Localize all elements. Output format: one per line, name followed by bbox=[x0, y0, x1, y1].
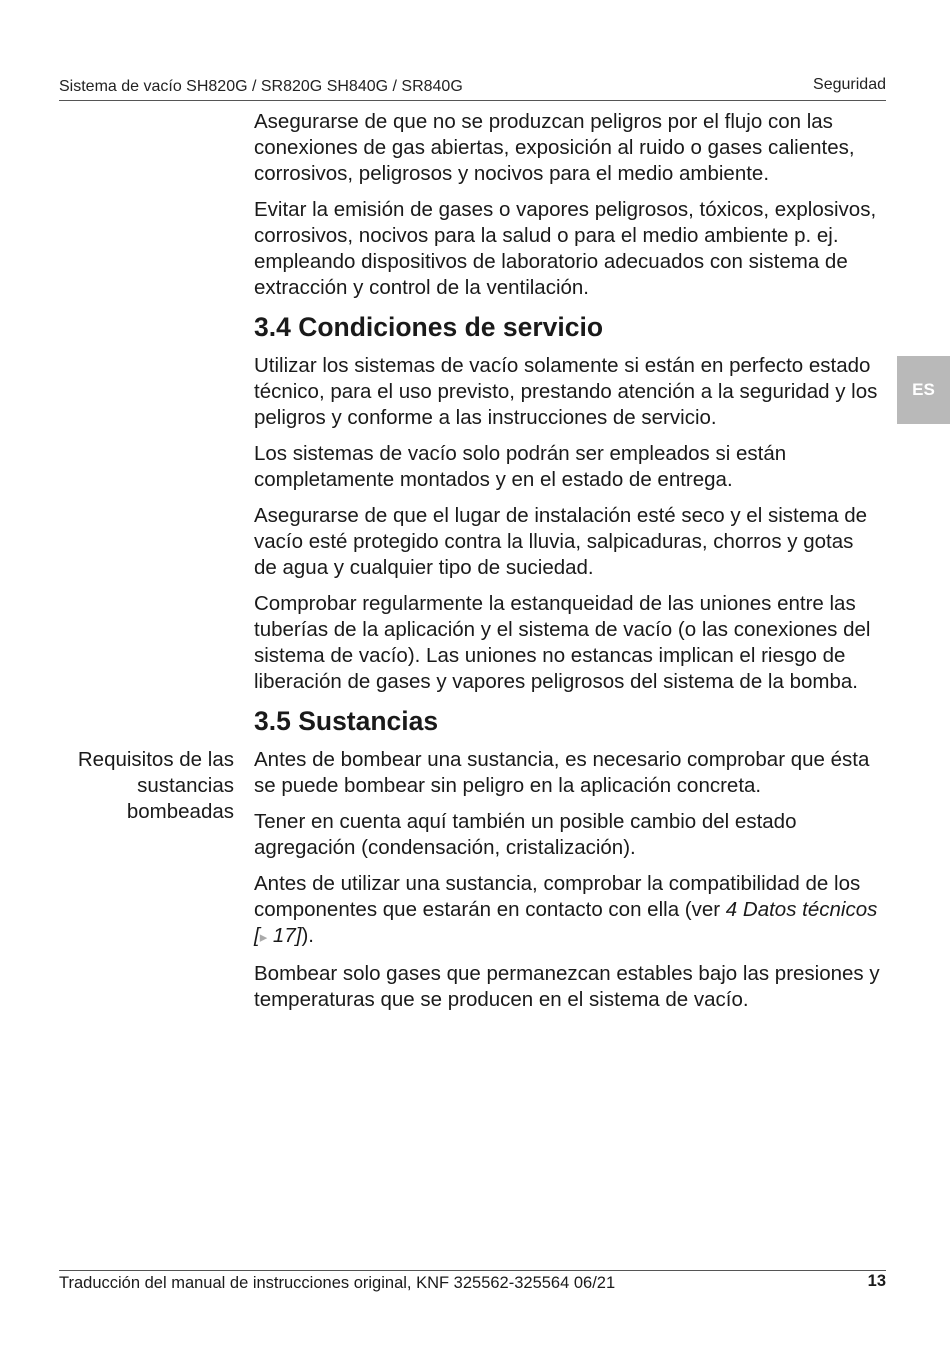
section-heading-3-4: 3.4 Condiciones de servicio bbox=[254, 312, 604, 342]
section-3-5-paragraph-4: Bombear solo gases que permanezcan estables bajo las presiones y temperaturas que se producen en el sistema de vacío. bbox=[254, 962, 880, 1011]
paragraph-text: ). bbox=[301, 924, 314, 947]
section-3-5-paragraph-1: Antes de bombear una sustancia, es necesario comprobar que ésta se puede bombear sin peligro en la aplicación concreta. bbox=[254, 748, 870, 797]
page-header bbox=[59, 74, 886, 101]
page-number: 13 bbox=[867, 1272, 886, 1290]
paragraph-text: Antes de utilizar una sustancia, comprobar la compatibilidad de los componentes que estarán en contacto con ella (ver bbox=[254, 872, 861, 921]
section-3-4-paragraph-2: Los sistemas de vacío solo podrán ser empleados si están completamente montados y en el estado de entrega. bbox=[254, 442, 787, 491]
language-tab bbox=[897, 356, 950, 424]
cross-reference-page: 17] bbox=[267, 924, 302, 947]
margin-note: Requisitos de las sustancias bombeadas bbox=[77, 748, 234, 823]
main-content bbox=[254, 109, 880, 1023]
arrow-right-icon: ▸ bbox=[259, 929, 268, 946]
cross-reference-text: 4 Datos técnicos [ bbox=[254, 898, 878, 947]
page-footer bbox=[59, 1270, 886, 1292]
section-3-4-paragraph-3: Asegurarse de que el lugar de instalación esté seco y el sistema de vacío esté protegido contra la lluvia, salpicaduras, chorros y gotas de agua y cualquier tipo de suciedad. bbox=[254, 504, 868, 579]
section-3-5-paragraph-2: Tener en cuenta aquí también un posible cambio del estado agregación (condensación, cristalización). bbox=[254, 810, 797, 859]
language-label: ES bbox=[912, 380, 935, 399]
intro-paragraph-1: Asegurarse de que no se produzcan peligros por el flujo con las conexiones de gas abiertas, exposición al ruido o gases calientes, corrosivos, peligrosos y nocivos para el medio ambiente. bbox=[254, 110, 855, 185]
section-3-4-paragraph-4: Comprobar regularmente la estanqueidad de las uniones entre las tuberías de la aplicación y el sistema de vacío (o las conexiones del sistema de vacío). Las uniones no estancas implican el riesgo de liberación de gases y vapores peligrosos del sistema de la bomba. bbox=[254, 592, 871, 693]
section-heading-3-5: 3.5 Sustancias bbox=[254, 706, 439, 736]
footer-text: Traducción del manual de instrucciones original, KNF 325562-325564 06/21 bbox=[59, 1274, 616, 1292]
chapter-name: Seguridad bbox=[813, 76, 886, 93]
document-title: Sistema de vacío SH820G / SR820G SH840G / SR840G bbox=[59, 78, 463, 95]
section-3-5-paragraph-3 bbox=[254, 871, 880, 951]
section-3-4-paragraph-1: Utilizar los sistemas de vacío solamente si están en perfecto estado técnico, para el uso previsto, prestando atención a la seguridad y los peligros y conforme a las instrucciones de servicio. bbox=[254, 354, 878, 429]
intro-paragraph-2: Evitar la emisión de gases o vapores peligrosos, tóxicos, explosivos, corrosivos, nocivos para la salud o para el medio ambiente p. ej. empleando dispositivos de laboratorio adecuados con sistema de extracción y control de la ventilación. bbox=[254, 198, 877, 299]
